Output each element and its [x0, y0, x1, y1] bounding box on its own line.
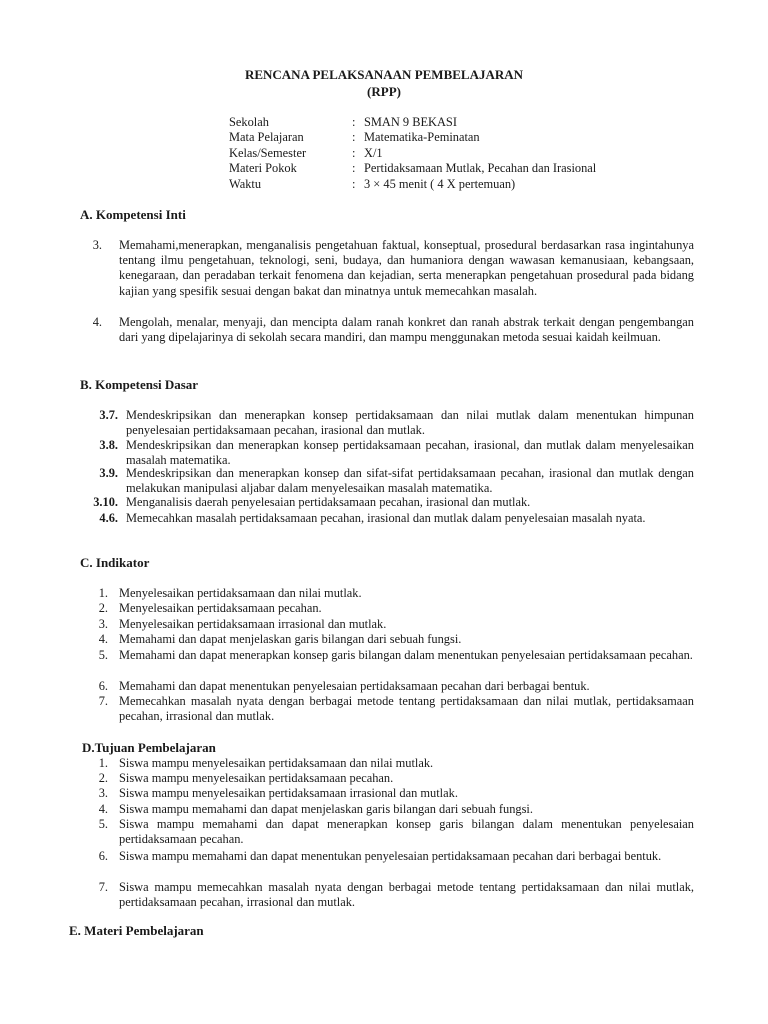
meta-colon: : [352, 161, 356, 175]
item-number: 5. [98, 648, 108, 662]
meta-label: Materi Pokok [229, 161, 297, 175]
item-text: Siswa mampu memahami dan dapat menjelaskan garis bilangan dari sebuah fungsi. [119, 802, 533, 816]
meta-value: Matematika-Peminatan [364, 130, 480, 144]
item-text: Siswa mampu memahami dan dapat menentukan penyelesaian pertidaksamaan pecahan dari berbagai bentuk. [119, 849, 662, 863]
item-number: 4.6. [99, 511, 118, 525]
meta-colon: : [352, 130, 356, 144]
meta-label: Kelas/Semester [229, 146, 307, 160]
item-number: 4. [98, 632, 108, 646]
item-number: 3. [92, 238, 102, 252]
item-text: Memahami dan dapat menjelaskan garis bilangan dari sebuah fungsi. [119, 632, 462, 646]
item-number: 2. [98, 771, 108, 785]
item-text: Menyelesaikan pertidaksamaan pecahan. [119, 601, 322, 615]
item-number: 4. [92, 315, 102, 329]
item-text: Memecahkan masalah nyata dengan berbagai metode tentang pertidaksamaan dan nilai mutlak, pertidaksamaan pecahan, irrasional dan mutlak. [119, 694, 694, 724]
item-text: Memahami dan dapat menentukan penyelesaian pertidaksamaan pecahan dari berbagai bentuk. [119, 679, 590, 693]
meta-value: 3 × 45 menit ( 4 X pertemuan) [364, 177, 516, 191]
section-b-heading: B. Kompetensi Dasar [80, 377, 199, 392]
item-text: Mendeskripsikan dan menerapkan konsep dan sifat-sifat pertidaksamaan pecahan, irasional dan mutlak dengan melakukan manipulasi aljabar dalam menyelesaikan masalah matematika. [126, 466, 694, 496]
item-text: Memahami,menerapkan, menganalisis pengetahuan faktual, konseptual, prosedural berdasarkan rasa ingintahunya tentang ilmu pengetahuan, teknologi, seni, budaya, dan humaniora dengan wawasan kemanusiaan, kebangsaan, kenegaraan, dan peradaban terkait fenomena dan kejadian, serta menerapkan pengetahuan prosedural pada bidang kajian yang spesifik sesuai dengan bakat dan minatnya untuk memecahkan masalah. [119, 238, 694, 298]
document-subtitle: (RPP) [367, 84, 401, 99]
item-text: Menganalisis daerah penyelesaian pertidaksamaan pecahan, irasional dan mutlak. [126, 495, 531, 509]
meta-colon: : [352, 177, 356, 191]
document-title: RENCANA PELAKSANAAN PEMBELAJARAN [244, 67, 524, 82]
item-text: Mendeskripsikan dan menerapkan konsep pertidaksamaan dan nilai mutlak dalam menentukan himpunan penyelesaian pertidaksamaan pecahan, irasional dan mutlak. [126, 408, 694, 438]
item-text: Menyelesaikan pertidaksamaan irrasional dan mutlak. [119, 617, 387, 631]
meta-label: Waktu [229, 177, 262, 191]
item-number: 1. [98, 756, 108, 770]
item-text: Siswa mampu memecahkan masalah nyata dengan berbagai metode tentang pertidaksamaan dan nilai mutlak, pertidaksamaan pecahan, irrasional dan mutlak. [119, 880, 694, 910]
item-number: 4. [98, 802, 108, 816]
item-number: 1. [98, 586, 108, 600]
section-d-heading: D.Tujuan Pembelajaran [82, 740, 216, 755]
item-number: 3. [98, 617, 108, 631]
item-number: 6. [98, 679, 108, 693]
item-text: Menyelesaikan pertidaksamaan dan nilai mutlak. [119, 586, 362, 600]
meta-value: Pertidaksamaan Mutlak, Pecahan dan Irasional [364, 161, 597, 175]
item-number: 3.10. [93, 495, 118, 509]
item-number: 3. [98, 786, 108, 800]
section-a-heading: A. Kompetensi Inti [80, 207, 186, 222]
meta-colon: : [352, 115, 356, 129]
item-text: Siswa mampu memahami dan dapat menerapkan konsep garis bilangan dalam menentukan penyelesaian pertidaksamaan pecahan. [119, 817, 694, 847]
item-number: 3.8. [99, 438, 118, 452]
meta-colon: : [352, 146, 356, 160]
item-number: 5. [98, 817, 108, 831]
item-text: Memecahkan masalah pertidaksamaan pecahan, irasional dan mutlak dalam penyelesaian masalah nyata. [126, 511, 646, 525]
item-text: Siswa mampu menyelesaikan pertidaksamaan dan nilai mutlak. [119, 756, 434, 770]
item-number: 3.9. [99, 466, 118, 480]
meta-value: SMAN 9 BEKASI [364, 115, 457, 129]
meta-label: Mata Pelajaran [229, 130, 304, 144]
section-e-heading: E. Materi Pembelajaran [69, 923, 204, 938]
item-number: 7. [98, 694, 108, 708]
item-text: Memahami dan dapat menerapkan konsep garis bilangan dalam menentukan penyelesaian pertidaksamaan pecahan. [119, 648, 693, 662]
item-text: Siswa mampu menyelesaikan pertidaksamaan irrasional dan mutlak. [119, 786, 458, 800]
item-number: 6. [98, 849, 108, 863]
section-c-heading: C. Indikator [80, 555, 150, 570]
item-number: 7. [98, 880, 108, 894]
item-text: Siswa mampu menyelesaikan pertidaksamaan pecahan. [119, 771, 394, 785]
item-number: 2. [98, 601, 108, 615]
meta-label: Sekolah [229, 115, 269, 129]
item-text: Mendeskripsikan dan menerapkan konsep pertidaksamaan pecahan, irasional, dan mutlak dalam menyelesaikan masalah matematika. [126, 438, 694, 468]
meta-value: X/1 [364, 146, 383, 160]
item-number: 3.7. [99, 408, 118, 422]
item-text: Mengolah, menalar, menyaji, dan mencipta dalam ranah konkret dan ranah abstrak terkait dengan pengembangan dari yang dipelajarinya di sekolah secara mandiri, dan mampu menggunakan metoda sesuai kaidah keilmuan. [119, 315, 694, 345]
